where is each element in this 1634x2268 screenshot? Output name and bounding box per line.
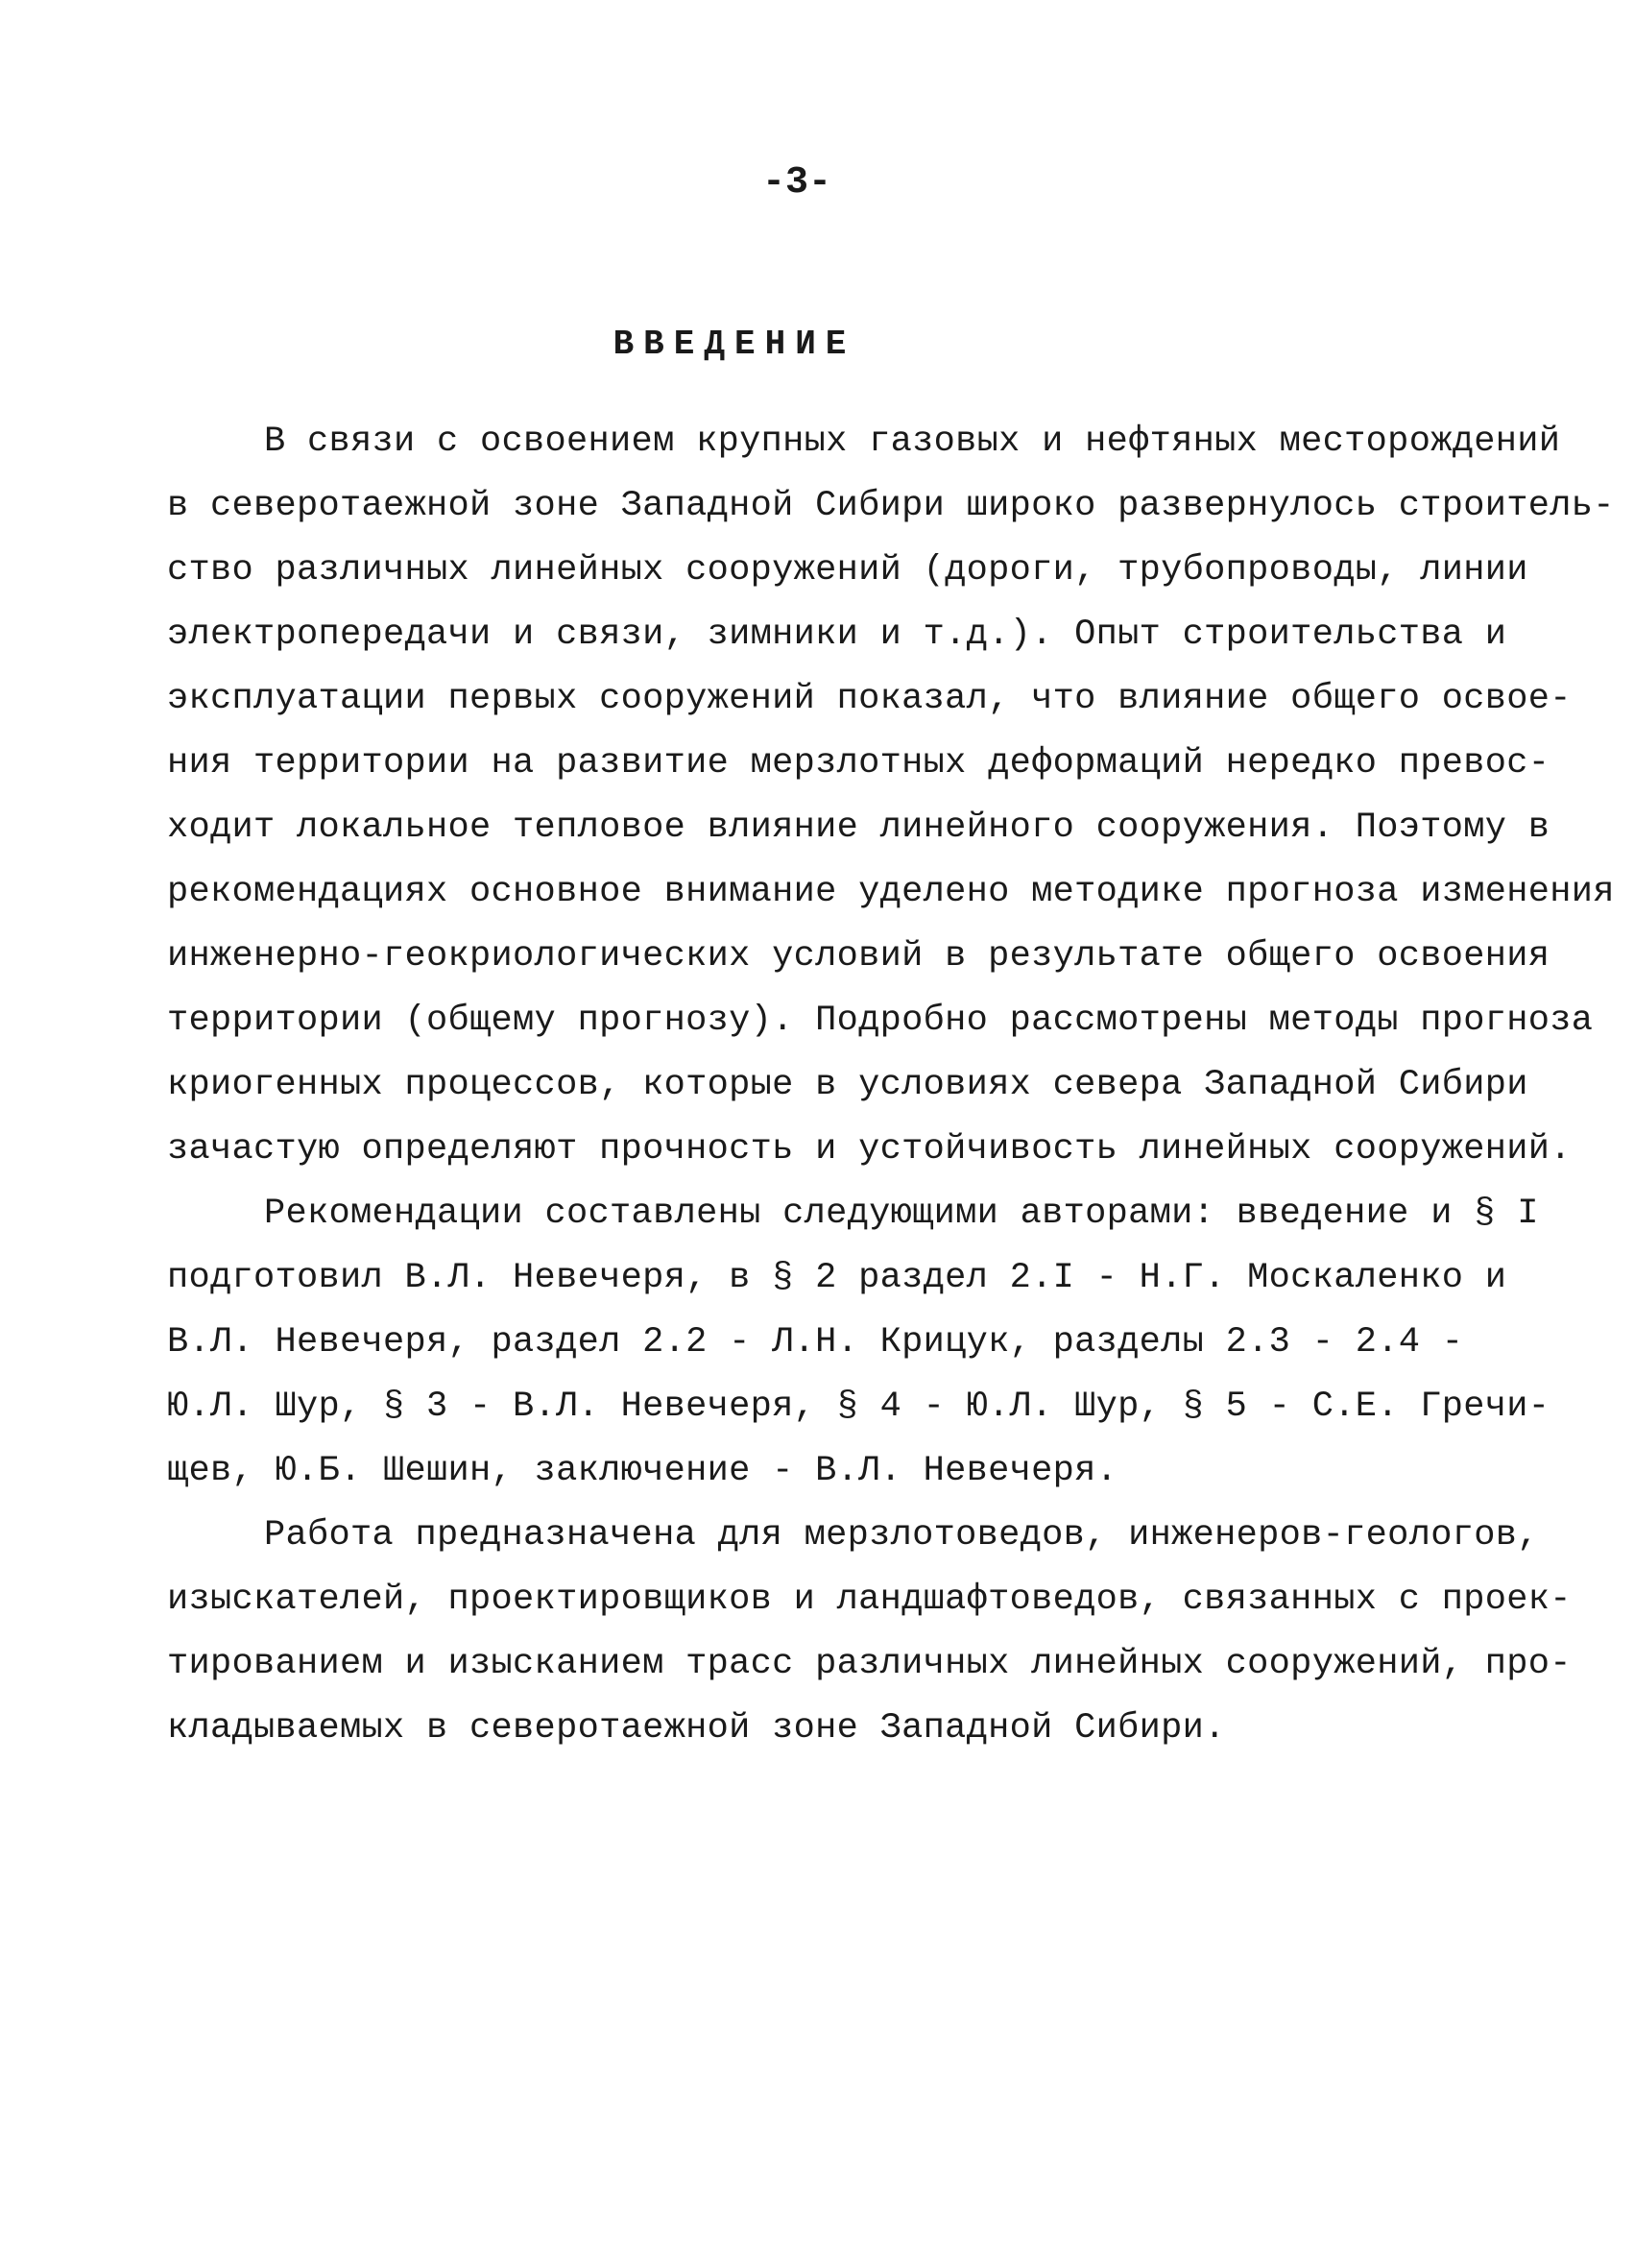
text-line: ство различных линейных сооружений (дороги, трубопроводы, линии [167, 550, 1528, 591]
text-line: Работа предназначена для мерзлотоведов, инженеров-геологов, [264, 1515, 1539, 1556]
text-line: тированием и изысканием трасс различных линейных сооружений, про- [167, 1644, 1572, 1684]
text-line: территории (общему прогнозу). Подробно рассмотрены методы прогноза [167, 1001, 1594, 1041]
text-line: В.Л. Невечеря, раздел 2.2 - Л.Н. Крицук, разделы 2.3 - 2.4 - [167, 1322, 1464, 1363]
text-line: В связи с освоением крупных газовых и нефтяных месторождений [264, 422, 1561, 462]
text-line: эксплуатации первых сооружений показал, что влияние общего освое- [167, 679, 1572, 719]
text-line: электропередачи и связи, зимники и т.д.). Опыт строительства и [167, 615, 1507, 655]
text-line: ния территории на развитие мерзлотных деформаций нередко превос- [167, 743, 1550, 784]
text-line: в северотаежной зоне Западной Сибири широко развернулось строитель- [167, 486, 1615, 526]
text-line: подготовил В.Л. Невечеря, в § 2 раздел 2.I - Н.Г. Москаленко и [167, 1258, 1507, 1298]
text-line: зачастую определяют прочность и устойчивость линейных сооружений. [167, 1129, 1572, 1170]
text-line: щев, Ю.Б. Шешин, заключение - В.Л. Невечеря. [167, 1451, 1118, 1491]
text-line: криогенных процессов, которые в условиях севера Западной Сибири [167, 1065, 1528, 1105]
text-line: рекомендациях основное внимание уделено методике прогноза изменения [167, 872, 1615, 912]
page-number: -3- [761, 161, 831, 205]
text-line: изыскателей, проектировщиков и ландшафтоведов, связанных с проек- [167, 1580, 1572, 1620]
text-line: Ю.Л. Шур, § 3 - В.Л. Невечеря, § 4 - Ю.Л. Шур, § 5 - С.Е. Гречи- [167, 1387, 1550, 1427]
text-line: кладываемых в северотаежной зоне Западной Сибири. [167, 1708, 1226, 1749]
text-line: инженерно-геокриологических условий в результате общего освоения [167, 936, 1550, 977]
text-line: Рекомендации составлены следующими авторами: введение и § I [264, 1194, 1539, 1234]
text-line: ходит локальное тепловое влияние линейного сооружения. Поэтому в [167, 808, 1550, 848]
page-title: ВВЕДЕНИЕ [613, 325, 856, 364]
